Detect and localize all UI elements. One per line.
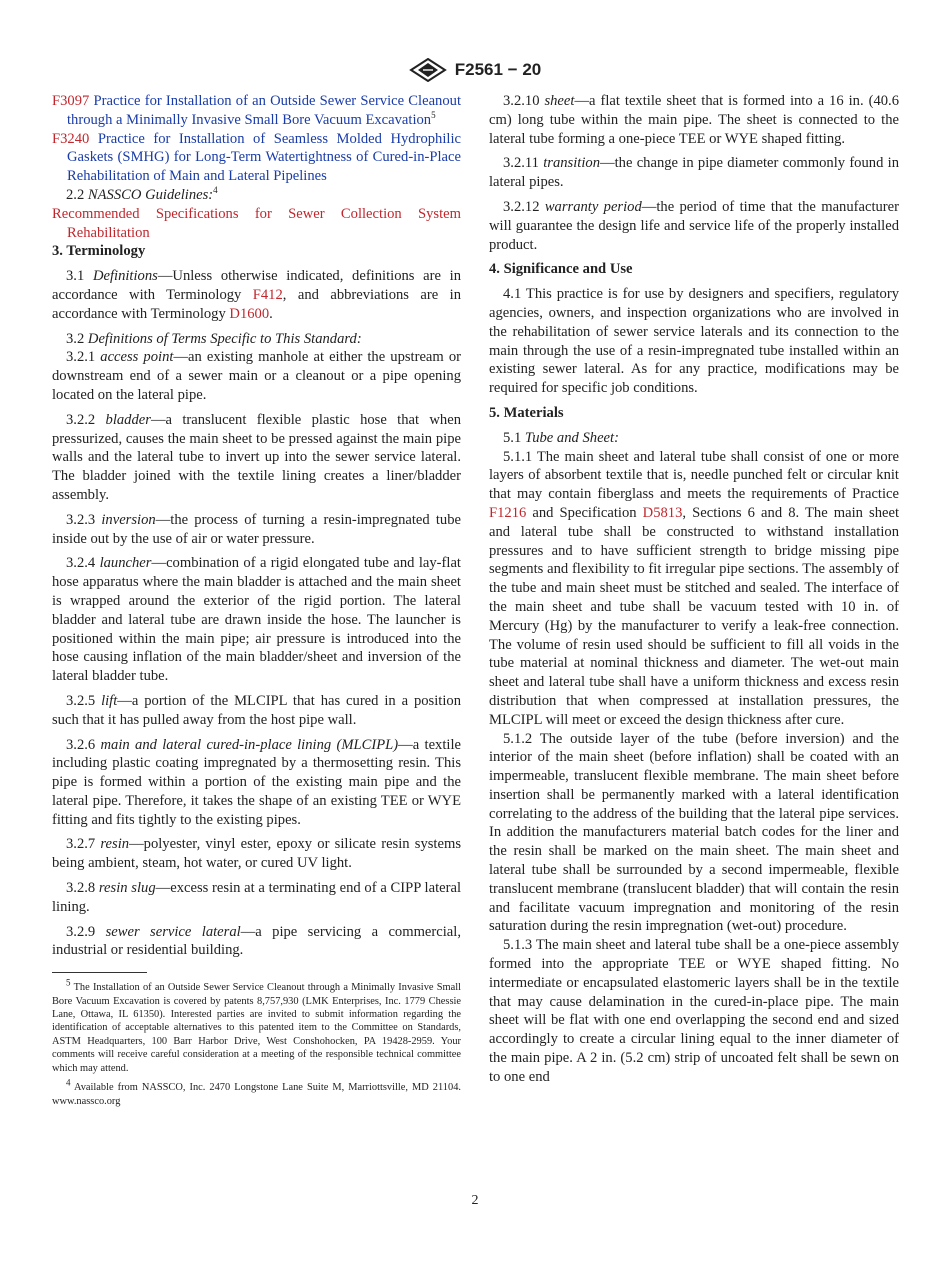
ref-title-link[interactable]: Practice for Installation of Seamless Molded Hydrophilic Gaskets (SMHG) for Long-Term Watertightness of Cured-in-Place Rehabilitation of Main and Lateral Pipelines xyxy=(67,130,461,185)
definition-3-2-3: 3.2.3 inversion—the process of turning a resin-impregnated tube inside out by the use of air or water pressure. xyxy=(52,511,461,547)
paragraph-4-1: 4.1 This practice is for use by designers and specifiers, regulatory agencies, owners, and inspection organizations who are involved in the rehabilitation of sewer service laterals and its connection to the main through the use of a resin-impregnated tube installed within an existing sewer lateral. As for any practice, modifications may be required for specific job conditions. xyxy=(489,286,899,397)
footnote-divider xyxy=(52,972,147,973)
reference-nassco[interactable]: Recommended Specifications for Sewer Collection System Rehabilitation xyxy=(52,205,461,241)
link-f1216[interactable]: F1216 xyxy=(489,504,527,521)
link-f412[interactable]: F412 xyxy=(252,286,283,303)
section-heading-5: 5. Materials xyxy=(489,404,564,421)
section-2-2: 2.2 NASSCO Guidelines:$^4$ xyxy=(66,185,218,203)
reference-f3240 xyxy=(52,130,461,186)
definition-3-2-2: 3.2.2 bladder—a translucent flexible plastic hose that when pressurized, causes the main sheet to be pressed against the main pipe walls and the lateral tube to invert up into the sewer service lateral. The bladder joined with the textile lining creates a liner/bladder assembly. xyxy=(52,411,461,503)
right-column xyxy=(489,92,899,1087)
footnote-5: $^5$ The Installation of an Outside Sewer Service Cleanout through a Minimally Invasive Small Bore Vacuum Excavation is covered by patents 8,757,930 (LMK Enterprises, Inc. 1779 Chessie Lane, Ottawa, IL 61350). Interested parties are invited to submit information regarding the identification of acceptable alternatives to this patented item to the Committee on Standards, ASTM Headquarters, 100 Barr Harbor Drive, West Conshohocken, PA 19428-2959. Your comments will receive careful consideration at a meeting of the responsible technical committee which may attend. xyxy=(52,977,461,1074)
link-d1600[interactable]: D1600 xyxy=(229,305,270,322)
footnote-4: $^4$ Available from NASSCO, Inc. 2470 Longstone Lane Suite M, Marriottsville, MD 21104. www.nassco.org xyxy=(52,1077,461,1107)
section-5-1: 5.1 Tube and Sheet: xyxy=(503,429,619,446)
definition-3-2-1: 3.2.1 access point—an existing manhole at either the upstream or downstream end of a sewer main or a cleanout or a pipe opening located on the lateral pipe. xyxy=(52,349,461,403)
section-3-2: 3.2 Definitions of Terms Specific to This Standard: xyxy=(66,330,362,347)
section-heading-3: 3. Terminology xyxy=(52,243,146,260)
section-heading-4: 4. Significance and Use xyxy=(489,261,633,278)
definition-3-2-12: 3.2.12 warranty period—the period of time that the manufacturer will guarantee the design life and service life of the properly installed product. xyxy=(489,198,899,253)
definition-3-2-6: 3.2.6 main and lateral cured-in-place lining (MLCIPL)—a textile including plastic coating impregnated by a thermosetting resin. This pipe is formed within a portion of the existing main pipe and the lateral pipe. Therefore, it takes the shape of an existing TEE or WYE fitting and fits tightly to the existing pipes. xyxy=(52,736,461,828)
page-number: 2 xyxy=(471,1193,479,1208)
reference-f3097 xyxy=(52,92,461,130)
definition-3-2-4: 3.2.4 launcher—combination of a rigid elongated tube and lay-flat hose apparatus where the main bladder is attached and the main sheet is wrapped around the exterior of the rigid portion. The lateral bladder and lateral tube are drawn inside the hose. The launcher is positioned within the main pipe; air pressure is introduced into the hose causing inflation of the main bladder/sheet and inversion of the lateral bladder tube. xyxy=(52,555,461,685)
footnote-ref: 5 xyxy=(431,109,436,120)
section-3-1: 3.1 Definitions—Unless otherwise indicated, definitions are in accordance with Terminology F412, and abbreviations are in accordance with Terminology D1600. xyxy=(52,268,461,322)
paragraph-5-1-2: 5.1.2 The outside layer of the tube (before inversion) and the interior of the main sheet (before inflation) shall be coated with an impermeable, translucent flexible membrane. The main sheet before insertion shall be permanently marked with a lateral identification correlating to the address of the building that the lateral pipe services. In addition the manufacturers material batch codes for the liner and the resin shall be marked on the main sheet. The main sheet and lateral tube shall be surrounded by a second impermeable, flexible translucent membrane (translucent bladder) that will contain the resin and facilitate vacuum impregnation and monitoring of the resin saturation during the resin impregnation (wet-out) procedure. xyxy=(489,730,899,935)
paragraph-5-1-3: 5.1.3 The main sheet and lateral tube shall be a one-piece assembly formed into the appropriate TEE or WYE shaped fitting. No intermediate or encapsulated elastomeric layers shall be in the textile that may cause delamination in the cured-in-place pipe. The main sheet will be flat with one end overlapping the second end and sized accordingly to create a circular lining equal to the inner diameter of the main pipe. A 2 in. (5.2 cm) strip of uncoated felt shall be sewn on to one end xyxy=(489,937,899,1085)
left-column xyxy=(52,92,461,1114)
definition-3-2-7: 3.2.7 resin—polyester, vinyl ester, epoxy or silicate resin systems being ambient, steam, hot water, or cured UV light. xyxy=(52,836,461,872)
paragraph-5-1-1: 5.1.1 The main sheet and lateral tube shall consist of one or more layers of absorbent textile that is, needle punched felt or circular knit that may contain fiberglass and meets the requirements of Practice F1216 and Specification D5813, Sections 6 and 8. The main sheet and lateral tube shall be constructed to withstand installation pressures and to have sufficient strength to bridge missing pipe segments and flexibility to fit irregular pipe sections. The assembly of the tube and main sheet must be stitched and sealed. The interface of the main sheet and tube shall be vacuum tested with 10 in. of Mercury (Hg) by the manufacturer to verify a leak-free connection. The volume of resin used should be sufficient to fill all voids in the tube material at nominal thickness and diameter. The wet-out main sheet and lateral tube shall have a uniform thickness and excess resin distribution that when compressed at installation pressures, the MLCIPL will meet or exceed the design thickness after cure. xyxy=(489,448,900,728)
definition-3-2-5: 3.2.5 lift—a portion of the MLCIPL that has cured in a position such that it has pulled away from the host pipe wall. xyxy=(52,692,461,728)
document-id: F2561 − 20 xyxy=(454,60,542,79)
page-header xyxy=(0,57,950,83)
astm-logo-icon xyxy=(409,58,447,82)
ref-title-link[interactable]: Practice for Installation of an Outside Sewer Service Cleanout through a Minimally Invasive Small Bore Vacuum Excavation xyxy=(67,93,461,128)
definition-3-2-9: 3.2.9 sewer service lateral—a pipe servicing a commercial, industrial or residential building. xyxy=(52,923,461,959)
definition-3-2-10: 3.2.10 sheet—a flat textile sheet that is formed into a 16 in. (40.6 cm) long tube within the main pipe. The sheet is connected to the lateral tube forming a one-piece TEE or WYE shaped fitting. xyxy=(489,93,899,147)
ref-code-link[interactable]: F3097 xyxy=(52,93,90,109)
link-d5813[interactable]: D5813 xyxy=(642,504,683,521)
definition-3-2-8: 3.2.8 resin slug—excess resin at a terminating end of a CIPP lateral lining. xyxy=(52,880,461,915)
ref-code-link[interactable]: F3240 xyxy=(52,130,90,147)
definition-3-2-11: 3.2.11 transition—the change in pipe diameter commonly found in lateral pipes. xyxy=(489,155,899,191)
